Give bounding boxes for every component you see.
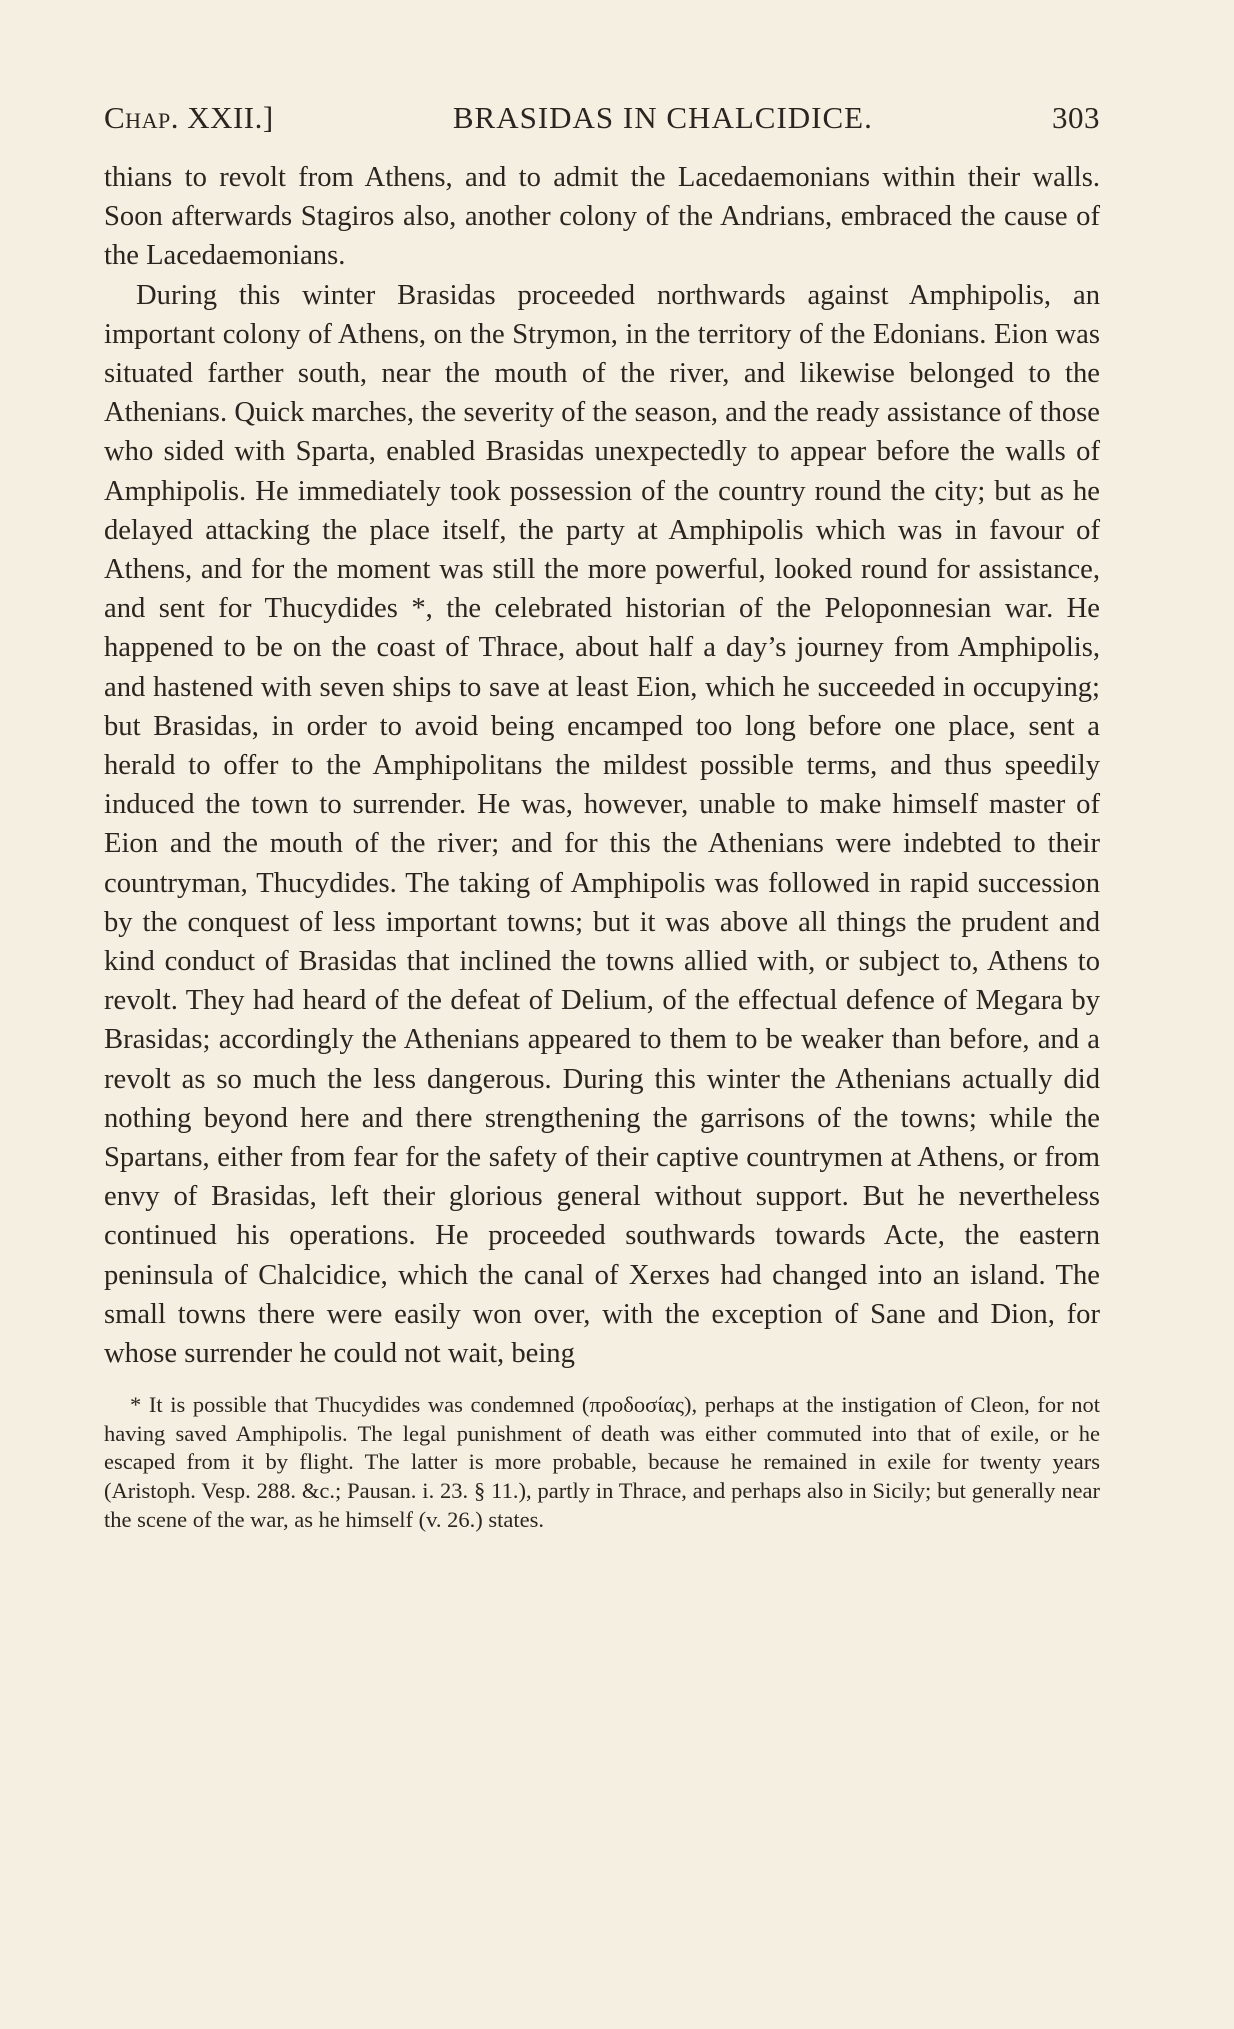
footnote: * It is possible that Thucydides was condemned (προδοσίας), perhaps at the instigation of Cleon, for not having saved Amphipolis. The legal punishment of death was either commuted into that of exile, or he escaped from it by flight. The latter is more probable, because he remained in exile for twenty years (Aristoph. Vesp. 288. &c.; Pausan. i. 23. § 11.), partly in Thrace, and perhaps also in Sicily; but generally near the scene of the war, as he himself (v. 26.) states. [104, 1392, 1100, 1532]
paragraph-brasidas-amphipolis: During this winter Brasidas proceeded northwards against Amphipolis, an important colony of Athens, on the Strymon, in the territory of the Edonians. Eion was situated farther south, near the mouth of the river, and likewise belonged to the Athenians. Quick marches, the severity of the season, and the ready assistance of those who sided with Sparta, enabled Brasidas unexpectedly to appear before the walls of Amphipolis. He immediately took possession of the country round the city; but as he delayed attacking the place itself, the party at Amphipolis which was in favour of Athens, and for the moment was still the more powerful, looked round for assistance, and sent for Thucydides *, the celebrated historian of the Peloponnesian war. He happened to be on the coast of Thrace, about half a day’s journey from Amphipolis, and hastened with seven ships to save at least Eion, which he succeeded in occupying; but Brasidas, in order to avoid being encamped too long before one place, sent a herald to offer to the Amphipolitans the mildest possible terms, and thus speedily induced the town to surrender. He was, however, unable to make himself master of Eion and the mouth of the river; and for this the Athenians were indebted to their countryman, Thucydides. The taking of Amphipolis was followed in rapid succession by the conquest of less important towns; but it was above all things the prudent and kind conduct of Brasidas that inclined the towns allied with, or subject to, Athens to revolt. They had heard of the defeat of Delium, of the effectual defence of Megara by Brasidas; accordingly the Athenians appeared to them to be weaker than before, and a revolt as so much the less dangerous. During this winter the Athenians actually did nothing beyond here and there strengthening the garrisons of the towns; while the Spartans, either from fear for the safety of their captive countrymen at Athens, or from envy of Brasidas, left their glorious general without support. But he nevertheless continued his operations. He proceeded southwards towards Acte, the eastern peninsula of Chalcidice, which the canal of Xerxes had changed into an island. The small towns there were easily won over, with the exception of Sane and Dion, for whose surrender he could not wait, being [104, 279, 1100, 1370]
page-number: 303 [1052, 100, 1100, 135]
chapter-label: Chap. XXII.] [104, 100, 274, 135]
page-title: BRASIDAS IN CHALCIDICE. [452, 100, 873, 135]
running-head [104, 100, 1100, 136]
body-text [104, 158, 1100, 1373]
paragraph-continued: thians to revolt from Athens, and to admit the Lacedaemonians within their walls. Soon afterwards Stagiros also, another colony of the Andrians, embraced the cause of the Lacedaemonians. [104, 162, 1100, 272]
